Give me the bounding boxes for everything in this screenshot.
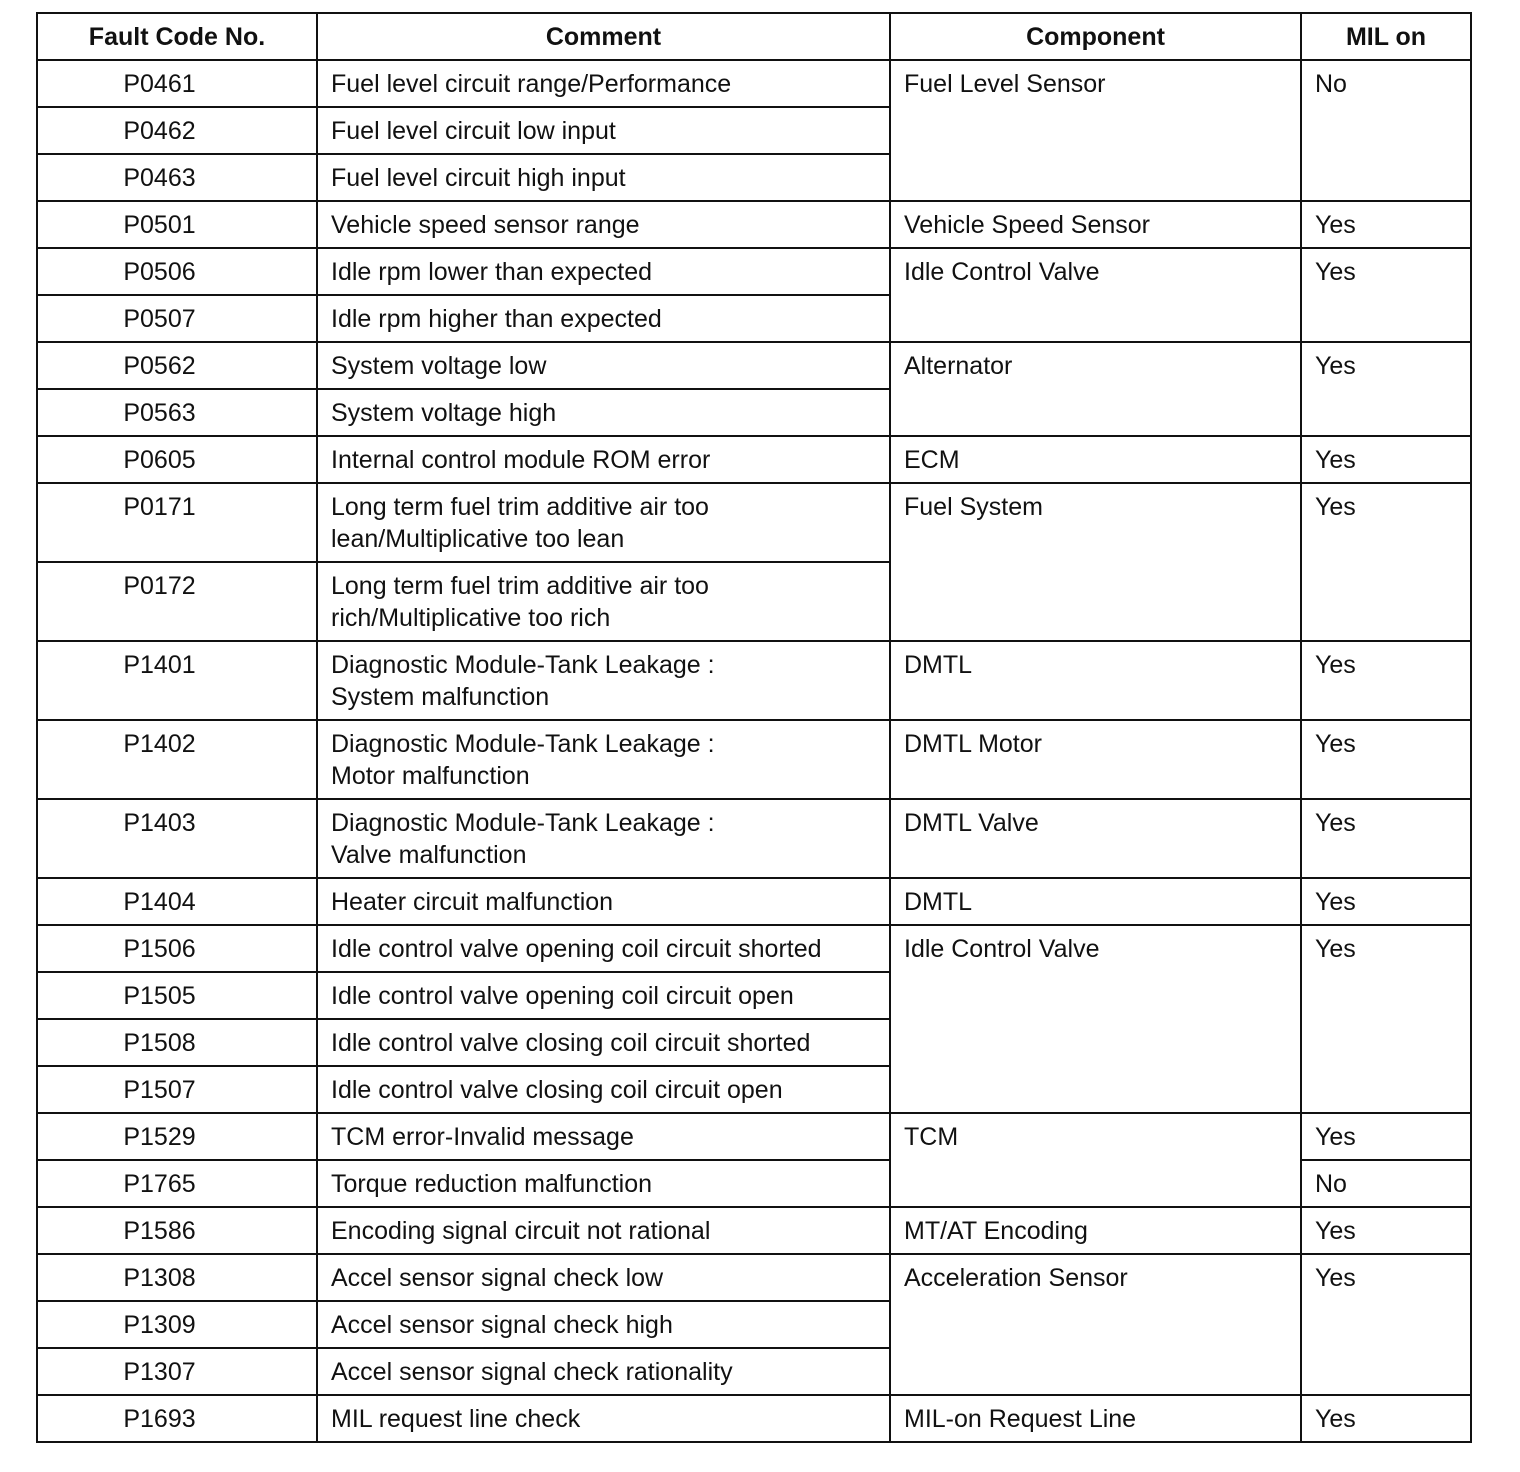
table-row [37,1395,1471,1442]
component-cell: DMTL [890,878,1301,925]
fault-code-cell: P1507 [37,1066,317,1113]
fault-code-cell: P1402 [37,720,317,799]
component-cell: MT/AT Encoding [890,1207,1301,1254]
component-cell: Vehicle Speed Sensor [890,201,1301,248]
comment-cell: Idle rpm lower than expected [317,248,890,295]
comment-line: Diagnostic Module-Tank Leakage : [331,730,715,758]
comment-line: Diagnostic Module-Tank Leakage : [331,651,715,679]
comment-line: rich/Multiplicative too rich [331,604,611,632]
mil-cell: Yes [1301,248,1471,342]
comment-cell: Fuel level circuit high input [317,154,890,201]
component-cell: Fuel System [890,483,1301,641]
fault-code-cell: P1586 [37,1207,317,1254]
component-cell: DMTL Valve [890,799,1301,878]
table-row [37,1254,1471,1301]
component-cell: Acceleration Sensor [890,1254,1301,1395]
comment-line: Motor malfunction [331,762,530,790]
mil-cell: Yes [1301,436,1471,483]
comment-cell: Torque reduction malfunction [317,1160,890,1207]
mil-cell: Yes [1301,342,1471,436]
component-cell: DMTL Motor [890,720,1301,799]
mil-cell: Yes [1301,1395,1471,1442]
comment-cell: Idle control valve opening coil circuit shorted [317,925,890,972]
fault-code-cell: P1404 [37,878,317,925]
comment-cell: Accel sensor signal check high [317,1301,890,1348]
table-row [37,248,1471,295]
comment-cell [317,562,890,641]
fault-code-cell: P1506 [37,925,317,972]
comment-cell [317,799,890,878]
fault-code-cell: P0563 [37,389,317,436]
component-cell: ECM [890,436,1301,483]
comment-cell: Fuel level circuit range/Performance [317,60,890,107]
table-row [37,641,1471,720]
header-comment: Comment [317,13,890,60]
component-cell: Idle Control Valve [890,925,1301,1113]
comment-line: Long term fuel trim additive air too [331,493,709,521]
fault-code-table [36,12,1472,1443]
table-row [37,436,1471,483]
mil-cell: Yes [1301,201,1471,248]
comment-cell [317,641,890,720]
comment-line: Valve malfunction [331,841,527,869]
fault-code-cell: P0562 [37,342,317,389]
fault-code-cell: P1693 [37,1395,317,1442]
mil-cell: Yes [1301,1254,1471,1395]
table-row [37,342,1471,389]
table-row [37,483,1471,562]
fault-code-cell: P0506 [37,248,317,295]
comment-cell: Fuel level circuit low input [317,107,890,154]
mil-cell: Yes [1301,641,1471,720]
comment-cell: Idle rpm higher than expected [317,295,890,342]
component-cell: DMTL [890,641,1301,720]
table-row [37,201,1471,248]
mil-cell: Yes [1301,799,1471,878]
fault-code-table-wrapper [36,12,1472,1443]
comment-line: System malfunction [331,683,550,711]
table-row [37,878,1471,925]
fault-code-cell: P0463 [37,154,317,201]
comment-cell: Encoding signal circuit not rational [317,1207,890,1254]
header-component: Component [890,13,1301,60]
comment-cell [317,483,890,562]
table-row [37,1207,1471,1254]
table-row [37,925,1471,972]
component-cell: Fuel Level Sensor [890,60,1301,201]
comment-cell [317,720,890,799]
fault-code-cell: P1309 [37,1301,317,1348]
fault-code-cell: P0501 [37,201,317,248]
component-cell: Idle Control Valve [890,248,1301,342]
comment-cell: Heater circuit malfunction [317,878,890,925]
table-row [37,720,1471,799]
fault-code-cell: P1765 [37,1160,317,1207]
component-cell: MIL-on Request Line [890,1395,1301,1442]
comment-cell: Internal control module ROM error [317,436,890,483]
comment-cell: Idle control valve opening coil circuit open [317,972,890,1019]
table-row [37,1113,1471,1160]
fault-code-cell: P1529 [37,1113,317,1160]
comment-line: Long term fuel trim additive air too [331,572,709,600]
fault-code-cell: P0605 [37,436,317,483]
fault-code-cell: P0172 [37,562,317,641]
comment-cell: Idle control valve closing coil circuit open [317,1066,890,1113]
mil-cell: Yes [1301,1207,1471,1254]
header-mil-on: MIL on [1301,13,1471,60]
mil-cell: Yes [1301,925,1471,1113]
table-row [37,60,1471,107]
fault-code-cell: P1308 [37,1254,317,1301]
fault-code-cell: P0462 [37,107,317,154]
mil-cell: Yes [1301,1113,1471,1160]
header-fault-code: Fault Code No. [37,13,317,60]
comment-line: Diagnostic Module-Tank Leakage : [331,809,715,837]
comment-cell: Accel sensor signal check low [317,1254,890,1301]
table-row [37,799,1471,878]
fault-code-cell: P0171 [37,483,317,562]
mil-cell: No [1301,60,1471,201]
fault-code-cell: P1508 [37,1019,317,1066]
table-body [37,60,1471,1442]
fault-code-cell: P1403 [37,799,317,878]
mil-cell: Yes [1301,720,1471,799]
fault-code-cell: P0507 [37,295,317,342]
fault-code-cell: P1401 [37,641,317,720]
comment-cell: Vehicle speed sensor range [317,201,890,248]
mil-cell: Yes [1301,483,1471,641]
table-header [37,13,1471,60]
mil-cell: No [1301,1160,1471,1207]
component-cell: TCM [890,1113,1301,1207]
comment-cell: MIL request line check [317,1395,890,1442]
fault-code-cell: P1307 [37,1348,317,1395]
fault-code-cell: P0461 [37,60,317,107]
mil-cell: Yes [1301,878,1471,925]
fault-code-cell: P1505 [37,972,317,1019]
comment-cell: TCM error-Invalid message [317,1113,890,1160]
comment-cell: Accel sensor signal check rationality [317,1348,890,1395]
comment-cell: System voltage high [317,389,890,436]
component-cell: Alternator [890,342,1301,436]
header-row [37,13,1471,60]
comment-line: lean/Multiplicative too lean [331,525,625,553]
comment-cell: Idle control valve closing coil circuit shorted [317,1019,890,1066]
comment-cell: System voltage low [317,342,890,389]
